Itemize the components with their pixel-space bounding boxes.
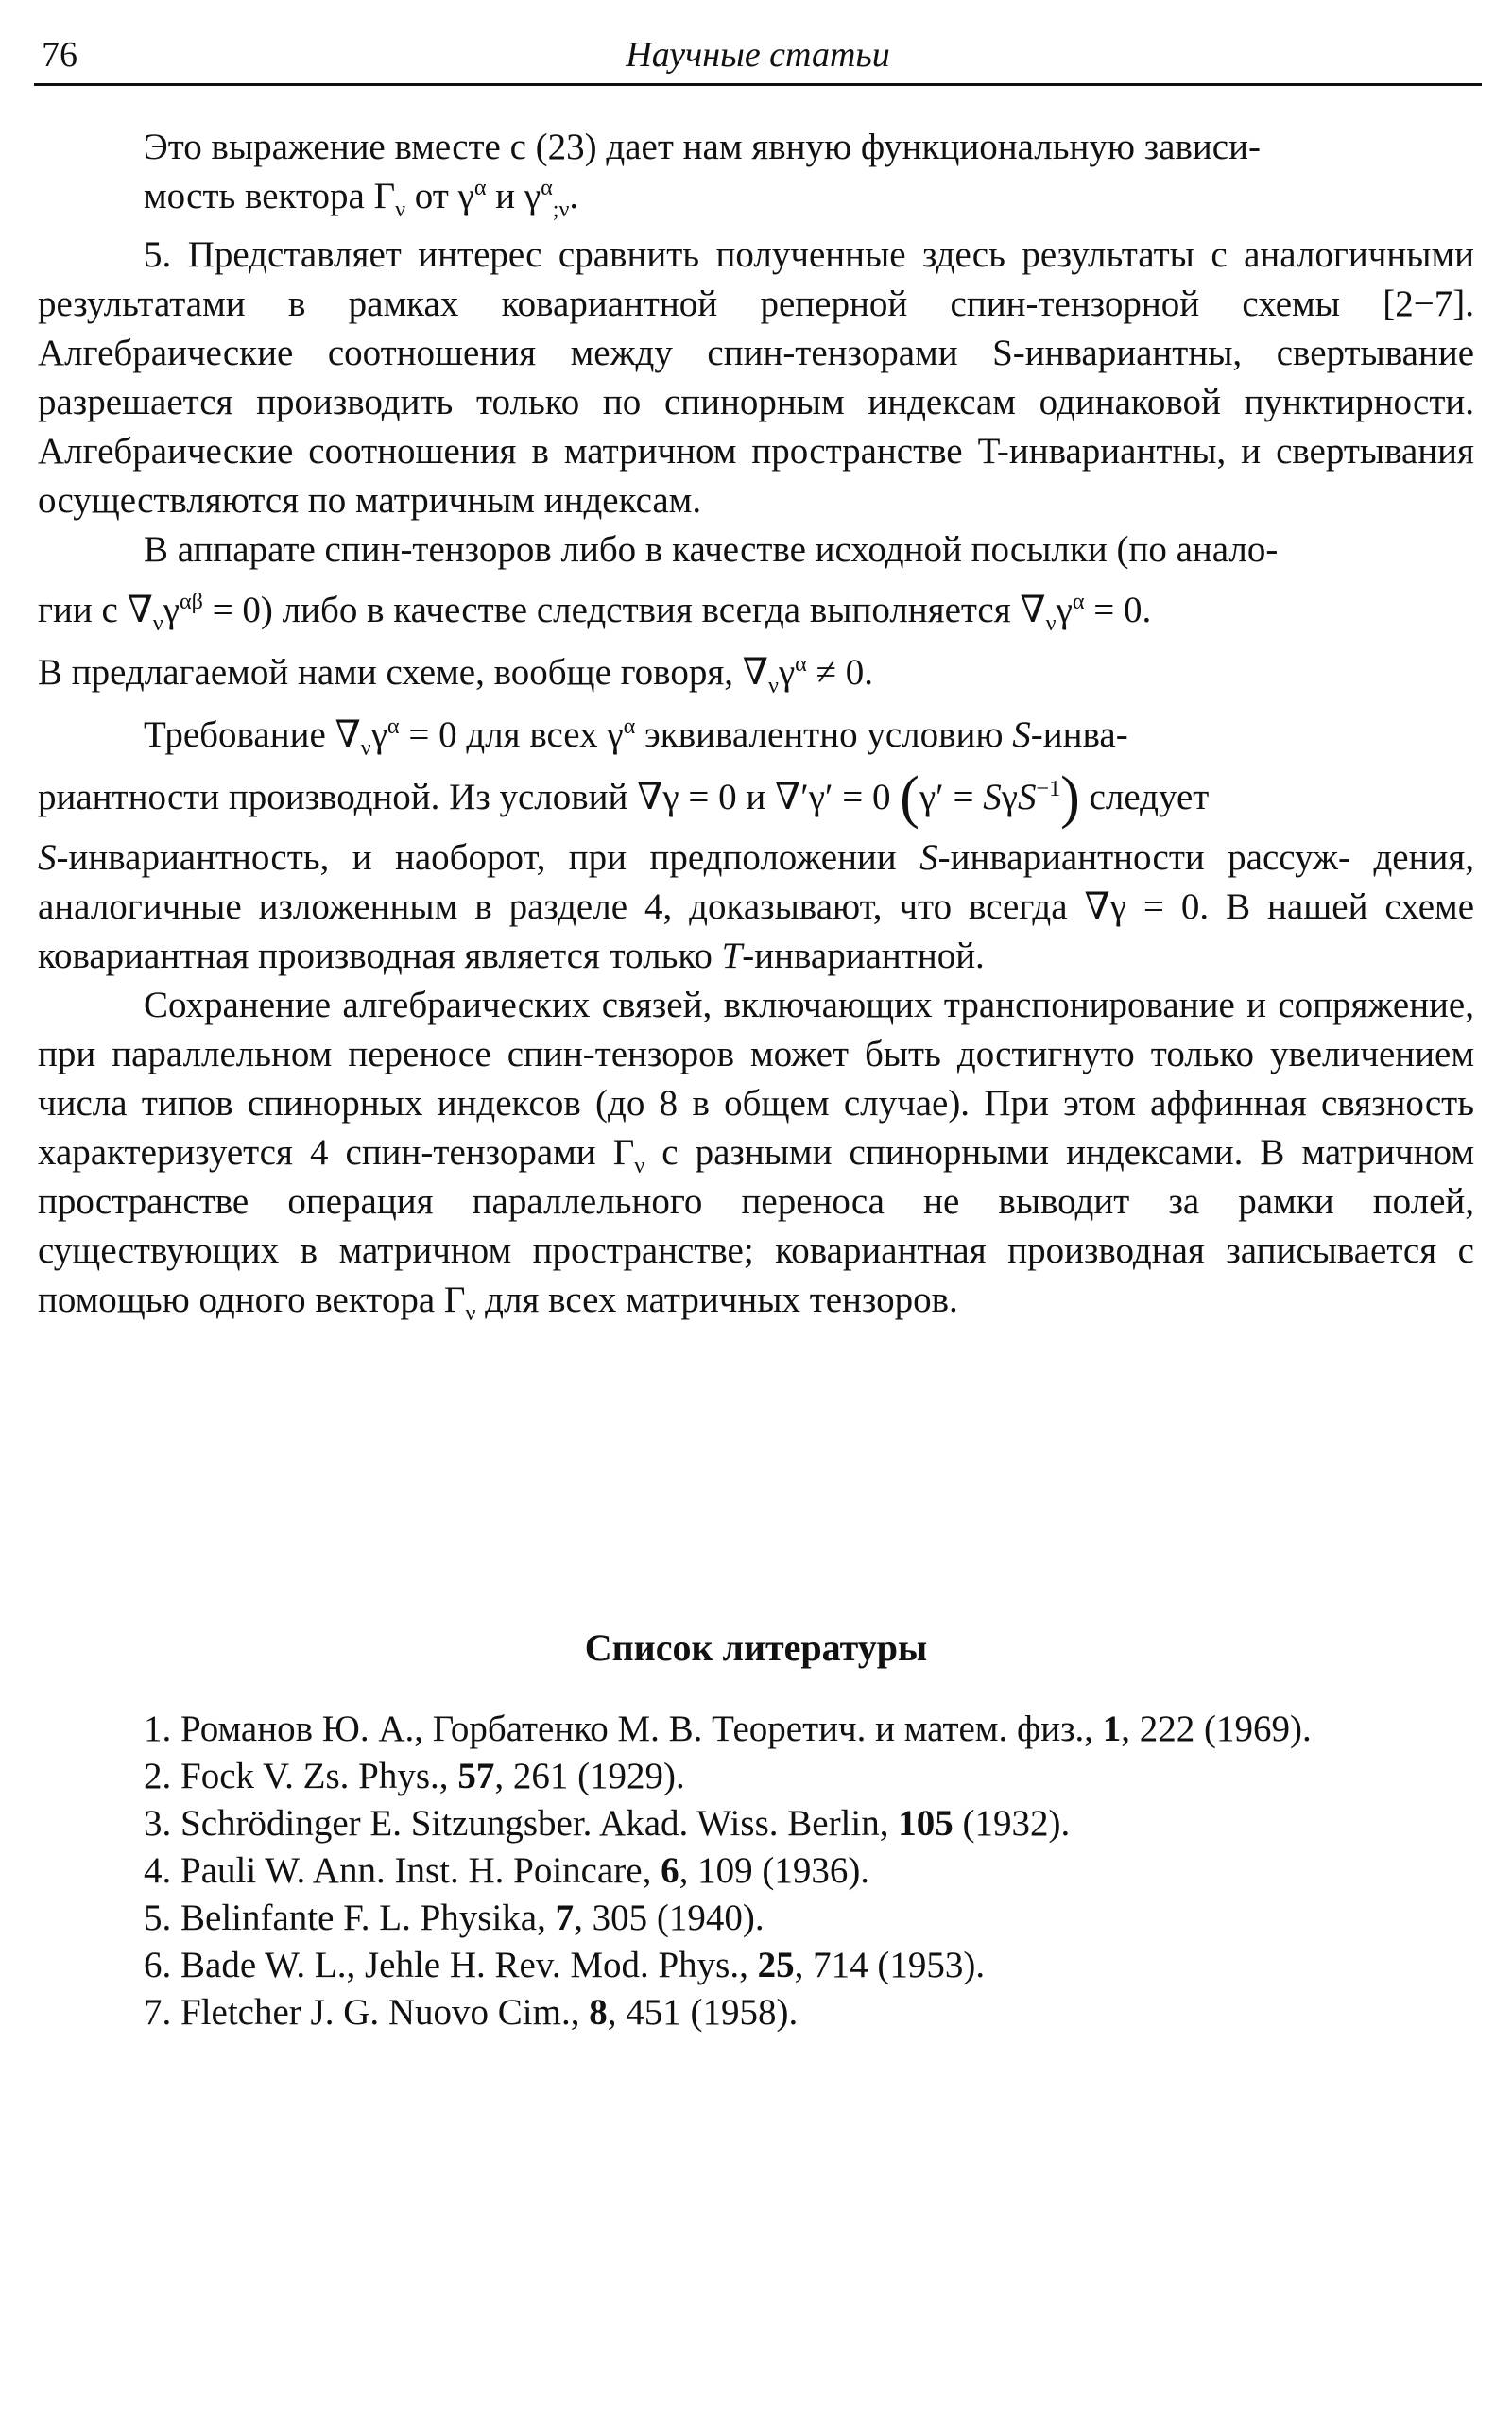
text-span: и — [746, 777, 766, 817]
reference-text: 6. Bade W. L., Jehle H. Rev. Mod. Phys., — [144, 1945, 748, 1985]
text-span: либо в качестве следствия всегда выполняется — [282, 590, 1011, 630]
text-span: для всех матричных тензоров. — [485, 1280, 958, 1320]
reference-volume: 57 — [457, 1756, 495, 1796]
reference-volume: 7 — [555, 1898, 575, 1938]
formula: $\Gamma_\nu$ — [443, 1280, 476, 1326]
reference-item — [38, 1800, 1474, 1847]
reference-text: 7. Fletcher J. G. Nuovo Cim., — [144, 1992, 580, 2033]
reference-text: 5. Belinfante F. L. Physika, — [144, 1898, 546, 1938]
paragraph-3a: В аппарате спин-тензоров либо в качестве исходной посылки (по анало- — [144, 529, 1279, 570]
reference-item — [38, 1706, 1474, 1753]
text-span: риантности производной. Из условий — [38, 777, 628, 817]
paragraph-4a — [38, 709, 1474, 762]
page-header — [34, 26, 1482, 86]
text-span: следует — [1089, 777, 1210, 817]
reference-rest: (1932). — [953, 1803, 1071, 1844]
formula: ∇γ = 0 — [637, 777, 747, 817]
formula: $\gamma^\alpha_{;\nu}$. — [524, 175, 579, 222]
text-span: эквивалентно условию — [644, 714, 1004, 755]
reference-volume: 1 — [1102, 1709, 1122, 1749]
text-span: В нашей схеме ковариантная производная является только — [38, 886, 1475, 976]
reference-item — [38, 1847, 1474, 1895]
formula: S — [919, 837, 938, 878]
formula: $\Gamma_\nu$ — [373, 176, 406, 222]
formula: $\gamma^\alpha$ — [457, 175, 487, 216]
formula: ∇′γ′ = 0 (γ′ = SγS$^{-1}$) — [775, 765, 1080, 830]
text-span: -инва- — [1030, 714, 1128, 755]
article-body — [38, 123, 1474, 1325]
formula: ∇γ = 0. — [1084, 886, 1210, 927]
formula: $\gamma^\alpha$ — [607, 713, 636, 755]
reference-rest: , 714 (1953). — [794, 1945, 986, 1985]
text-span: Это выражение вместе с (23) дает нам явную функциональную зависи- — [144, 127, 1261, 167]
references-title: Список литературы — [584, 1626, 928, 1669]
reference-item — [38, 1753, 1474, 1800]
formula: S — [38, 837, 57, 878]
reference-rest: , 109 (1936). — [679, 1850, 870, 1891]
paragraph-5 — [38, 981, 1474, 1325]
formula: $\nabla_\nu\gamma^{\alpha\beta} = 0$) — [127, 589, 283, 636]
reference-text: 2. Fock V. Zs. Phys., — [144, 1756, 449, 1796]
formula: $\nabla_\nu\gamma^\alpha = 0$. — [1020, 589, 1152, 636]
reference-item — [38, 1895, 1474, 1942]
text-span: гии с — [38, 590, 118, 630]
text-span: Сохранение алгебраических связей, включающих транспонирование и сопряжение, при параллельном переносе спин-тензоров может быть достигнуто только увеличением числа типов спинорных индексов (до 8 в общем случае). При этом аффинная связность характеризуется 4 спин-тензорами — [38, 985, 1474, 1173]
reference-rest: , 222 (1969). — [1121, 1709, 1312, 1749]
reference-text: 3. Schrödinger E. Sitzungsber. Akad. Wiss. Berlin, — [144, 1803, 889, 1844]
formula: $\Gamma_\nu$ — [612, 1132, 645, 1178]
text-span: Требование — [144, 714, 326, 755]
text-span: с разными спинорными индексами. В матричном пространстве операция параллельного переноса не выводит за рамки полей, существующих в матричном пространстве; ковариантная производная записывается с помощью одного вектора — [38, 1132, 1474, 1320]
reference-item — [38, 1989, 1474, 2036]
reference-item — [38, 1942, 1474, 1989]
text-span: от — [414, 176, 449, 216]
text-span: В предлагаемой нами схеме, вообще говоря, — [38, 652, 734, 693]
text-span: для всех — [466, 714, 598, 755]
text-span: дения, аналогичные изложенным в разделе 4, доказывают, что всегда — [38, 837, 1475, 927]
reference-rest: , 451 (1958). — [607, 1992, 799, 2033]
reference-text: 1. Романов Ю. А., Горбатенко М. В. Теоретич. и матем. физ., — [144, 1709, 1094, 1749]
formula: T — [721, 936, 743, 976]
text-span: -инвариантности рассуж- — [937, 837, 1350, 878]
page-number: 76 — [42, 35, 77, 75]
reference-text: 4. Pauli W. Ann. Inst. H. Poincare, — [144, 1850, 652, 1891]
paragraph-1 — [38, 123, 1474, 221]
reference-volume: 6 — [661, 1850, 679, 1891]
formula: S — [1012, 714, 1031, 755]
text-span: -инвариантность, и наоборот, при предположении — [56, 837, 897, 878]
references-list — [38, 1706, 1474, 2036]
text-span: и — [495, 176, 516, 216]
formula: $\nabla_\nu\gamma^\alpha \ne 0$. — [742, 651, 873, 698]
running-title: Научные статьи — [626, 35, 890, 75]
formula: $\nabla_\nu\gamma^\alpha = 0$ — [335, 713, 467, 761]
text-span: мость вектора — [144, 176, 365, 216]
paragraph-3c — [38, 646, 1474, 699]
paragraph-2: 5. Представляет интерес сравнить полученные здесь результаты с аналогичными результатами в рамках ковариантной реперной спин-тензорной схемы [2−7]. Алгебраические соотношения между спин-тензорами S-инвариантны, свертывание разрешается производить только по спинорным индексам одинаковой пунктирности. Алгебраические соотношения в матричном пространстве T-инвариантны, и свертывания осуществляются по матричным индексам. — [38, 234, 1474, 521]
paragraph-3b — [38, 584, 1474, 637]
reference-rest: , 305 (1940). — [574, 1898, 765, 1938]
reference-volume: 25 — [757, 1945, 795, 1985]
reference-rest: , 261 (1929). — [494, 1756, 685, 1796]
reference-volume: 105 — [898, 1803, 954, 1844]
paragraph-4c — [38, 833, 1474, 981]
reference-volume: 8 — [589, 1992, 608, 2033]
paragraph-4b — [38, 765, 1474, 830]
text-span: -инвариантной. — [742, 936, 985, 976]
